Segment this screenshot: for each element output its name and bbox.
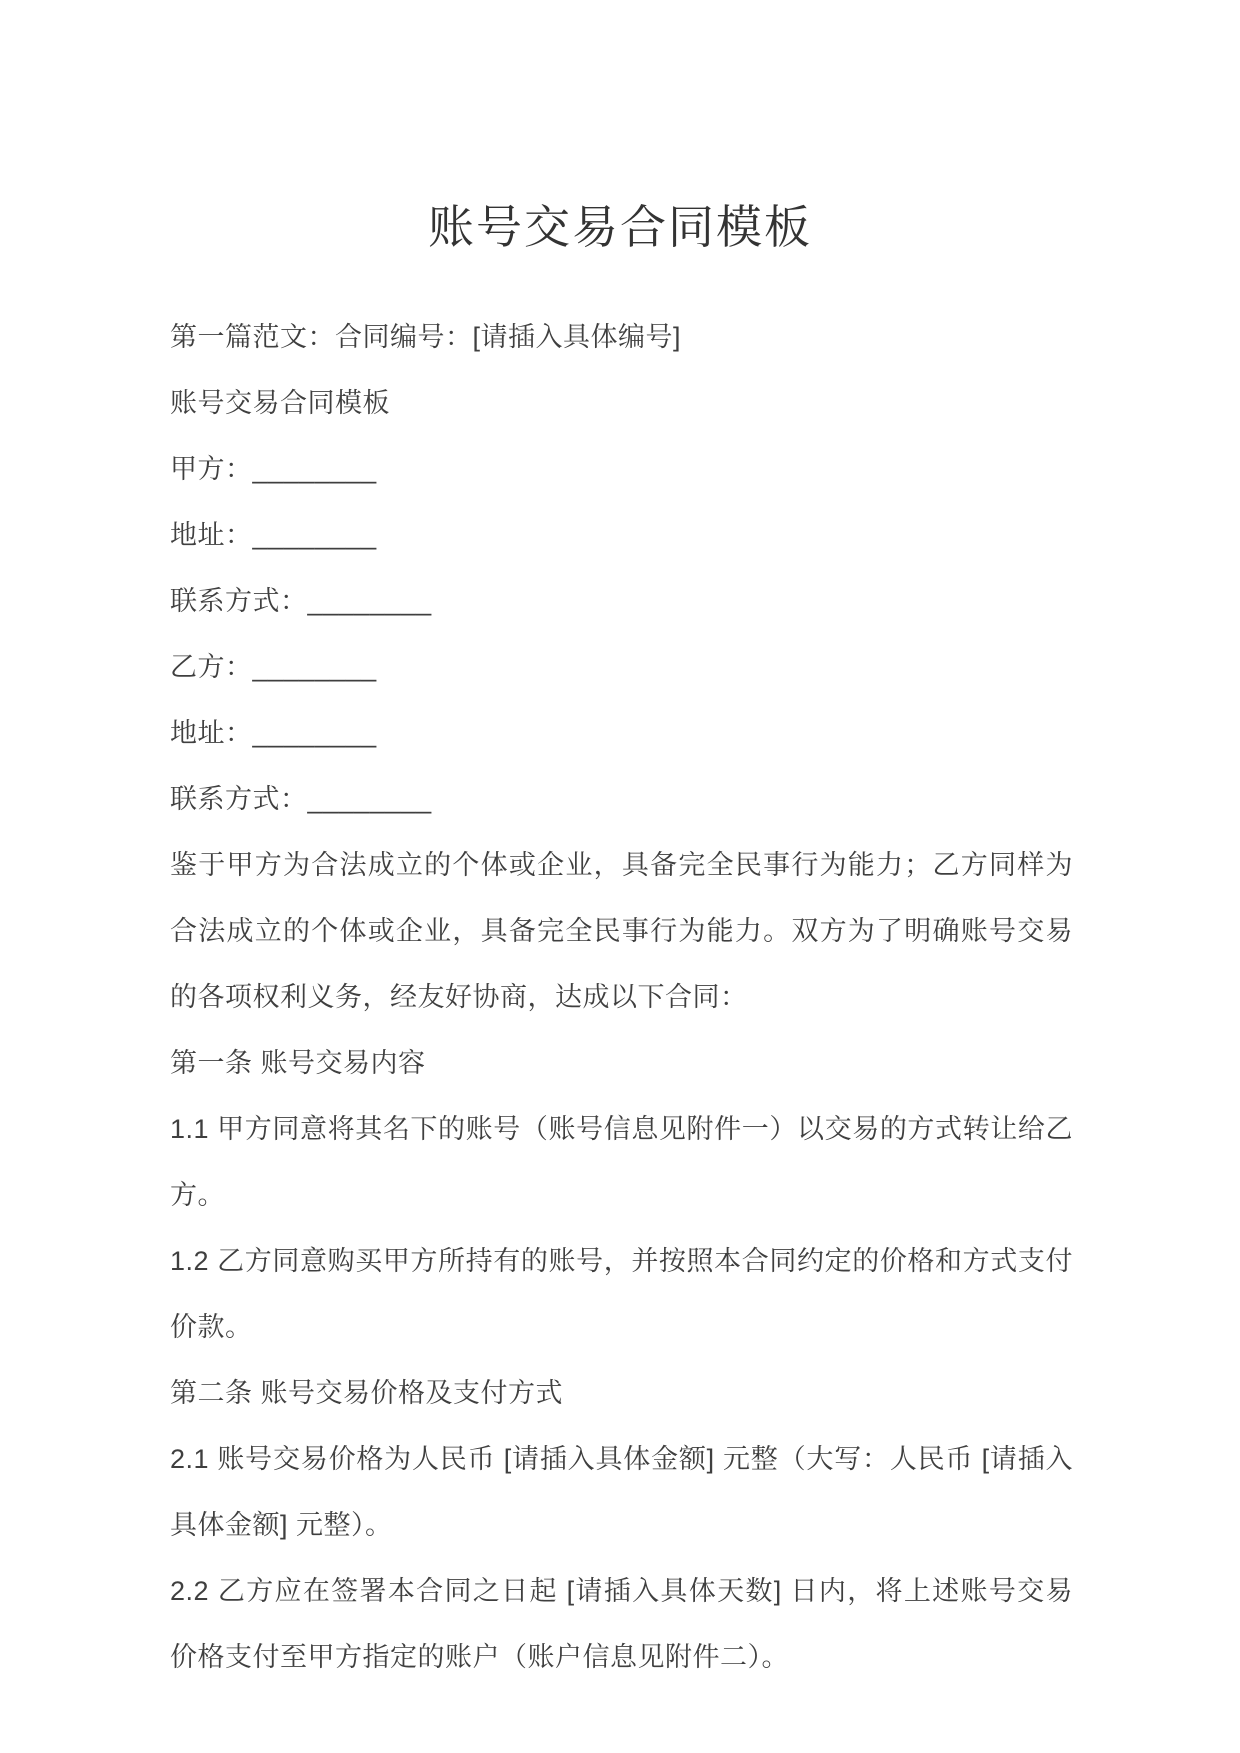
para-party-a-address: 地址：________ xyxy=(170,520,377,550)
para-party-a-contact: 联系方式：________ xyxy=(170,586,432,616)
para-subtitle: 账号交易合同模板 xyxy=(170,388,390,418)
heading-article-2: 第二条 账号交易价格及支付方式 xyxy=(170,1378,564,1408)
para-party-b: 乙方：________ xyxy=(170,652,377,682)
para-clause-1-2: 1.2 乙方同意购买甲方所持有的账号，并按照本合同约定的价格和方式支付价款。 xyxy=(170,1246,1073,1342)
document-title: 账号交易合同模板 xyxy=(428,201,812,253)
para-party-a: 甲方：________ xyxy=(170,454,377,484)
para-clause-2-1: 2.1 账号交易价格为人民币 [请插入具体金额] 元整（大写：人民币 [请插入具体金额] 元整）。 xyxy=(170,1444,1073,1540)
para-clause-2-2: 2.2 乙方应在签署本合同之日起 [请插入具体天数] 日内，将上述账号交易价格支付至甲方指定的账户（账户信息见附件二）。 xyxy=(170,1576,1073,1672)
para-clause-1-1: 1.1 甲方同意将其名下的账号（账号信息见附件一）以交易的方式转让给乙方。 xyxy=(170,1114,1073,1210)
document-body xyxy=(170,304,1073,1690)
para-preamble: 鉴于甲方为合法成立的个体或企业，具备完全民事行为能力；乙方同样为合法成立的个体或企业，具备完全民事行为能力。双方为了明确账号交易的各项权利义务，经友好协商，达成以下合同： xyxy=(170,850,1073,1012)
heading-article-1: 第一条 账号交易内容 xyxy=(170,1048,426,1078)
para-intro-contract-number: 第一篇范文：合同编号：[请插入具体编号] xyxy=(170,322,682,352)
para-party-b-address: 地址：________ xyxy=(170,718,377,748)
para-party-b-contact: 联系方式：________ xyxy=(170,784,432,814)
